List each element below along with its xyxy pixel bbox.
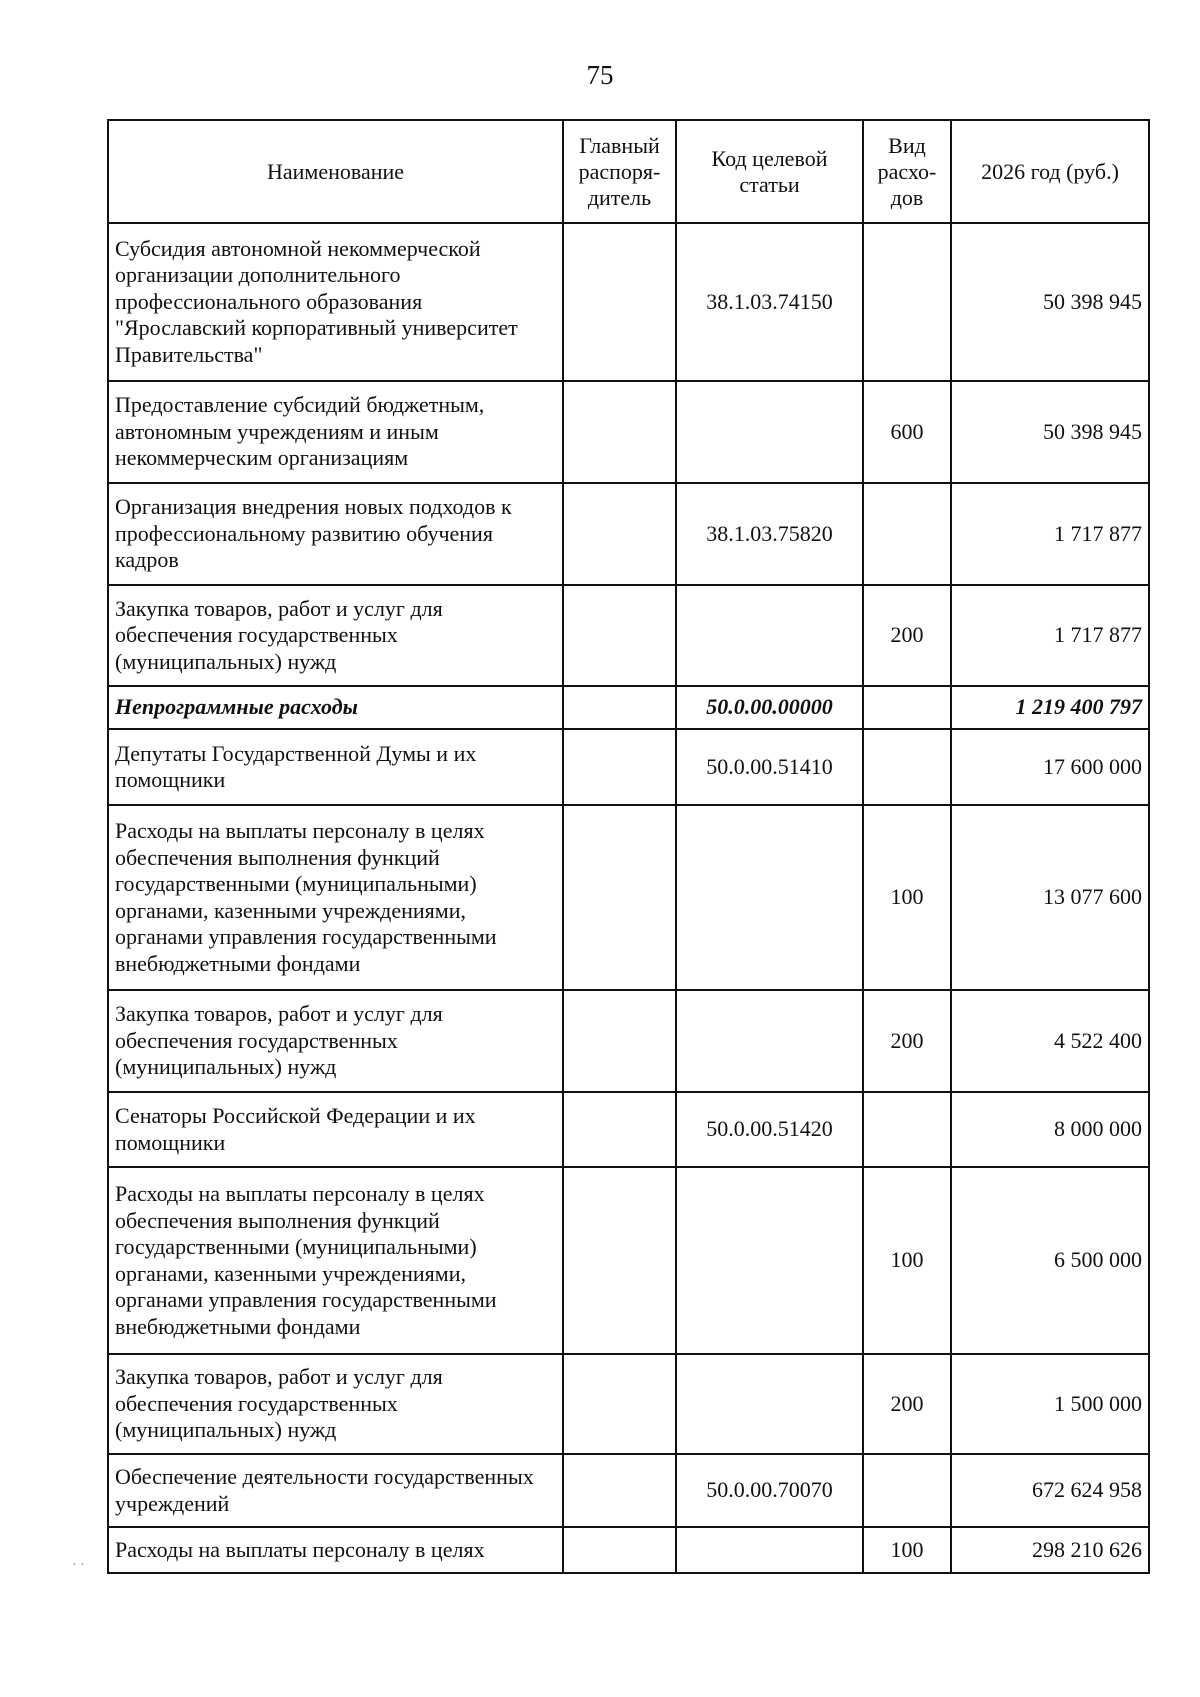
row-name: Предоставление субсидий бюджетным, автономным учреждениям и иным некоммерческим организациям — [108, 381, 563, 483]
row-type: 100 — [863, 1527, 951, 1573]
scan-speck: · · — [72, 1558, 85, 1573]
row-name: Закупка товаров, работ и услуг для обеспечения государственных (муниципальных) нужд — [108, 990, 563, 1092]
row-name: Закупка товаров, работ и услуг для обеспечения государственных (муниципальных) нужд — [108, 1354, 563, 1454]
row-amount: 50 398 945 — [951, 223, 1149, 381]
header-amount: 2026 год (руб.) — [951, 120, 1149, 223]
row-amount: 17 600 000 — [951, 729, 1149, 805]
row-type: 100 — [863, 805, 951, 990]
row-code: 38.1.03.75820 — [676, 483, 863, 585]
row-admin — [563, 729, 676, 805]
table-row — [108, 990, 1149, 1092]
row-name: Расходы на выплаты персоналу в целях обеспечения выполнения функций государственными (муниципальными) органами, казенными учреждениями, органами управления государственными внебюджетными фондами — [108, 805, 563, 990]
row-admin — [563, 381, 676, 483]
table-header-row — [108, 120, 1149, 223]
row-code: 50.0.00.51420 — [676, 1092, 863, 1167]
row-type — [863, 1092, 951, 1167]
table-row-section — [108, 686, 1149, 729]
row-code — [676, 1527, 863, 1573]
table-row — [108, 805, 1149, 990]
row-type — [863, 1454, 951, 1527]
table-row — [108, 585, 1149, 686]
row-admin — [563, 1092, 676, 1167]
row-name: Депутаты Государственной Думы и их помощники — [108, 729, 563, 805]
row-type — [863, 686, 951, 729]
row-type: 100 — [863, 1167, 951, 1354]
page-number: 75 — [586, 60, 614, 90]
row-type — [863, 483, 951, 585]
table-row — [108, 1527, 1149, 1573]
row-admin — [563, 686, 676, 729]
row-amount: 6 500 000 — [951, 1167, 1149, 1354]
row-code — [676, 1354, 863, 1454]
table-row — [108, 1167, 1149, 1354]
row-amount: 13 077 600 — [951, 805, 1149, 990]
row-admin — [563, 1354, 676, 1454]
row-amount: 50 398 945 — [951, 381, 1149, 483]
row-amount: 8 000 000 — [951, 1092, 1149, 1167]
table-row — [108, 729, 1149, 805]
header-admin: Главный распоря-дитель — [563, 120, 676, 223]
row-type: 600 — [863, 381, 951, 483]
row-code — [676, 805, 863, 990]
row-code — [676, 381, 863, 483]
row-name: Непрограммные расходы — [108, 686, 563, 729]
row-name: Сенаторы Российской Федерации и их помощники — [108, 1092, 563, 1167]
row-admin — [563, 1454, 676, 1527]
row-amount: 1 717 877 — [951, 585, 1149, 686]
table-row — [108, 483, 1149, 585]
row-type: 200 — [863, 1354, 951, 1454]
row-admin — [563, 1527, 676, 1573]
table-row — [108, 1092, 1149, 1167]
row-type — [863, 223, 951, 381]
row-name: Организация внедрения новых подходов к профессиональному развитию обучения кадров — [108, 483, 563, 585]
row-admin — [563, 585, 676, 686]
row-name: Расходы на выплаты персоналу в целях обеспечения выполнения функций государственными (муниципальными) органами, казенными учреждениями, органами управления государственными внебюджетными фондами — [108, 1167, 563, 1354]
row-admin — [563, 223, 676, 381]
budget-table — [107, 119, 1150, 1574]
table-row — [108, 1354, 1149, 1454]
row-admin — [563, 1167, 676, 1354]
row-code: 50.0.00.51410 — [676, 729, 863, 805]
row-amount: 1 717 877 — [951, 483, 1149, 585]
row-code: 38.1.03.74150 — [676, 223, 863, 381]
row-name: Субсидия автономной некоммерческой организации дополнительного профессионального образования "Ярославский корпоративный университет Правительства" — [108, 223, 563, 381]
row-amount: 4 522 400 — [951, 990, 1149, 1092]
table-row — [108, 223, 1149, 381]
row-code — [676, 585, 863, 686]
table-row — [108, 1454, 1149, 1527]
row-type: 200 — [863, 990, 951, 1092]
row-admin — [563, 805, 676, 990]
row-code: 50.0.00.70070 — [676, 1454, 863, 1527]
row-code: 50.0.00.00000 — [676, 686, 863, 729]
row-name: Закупка товаров, работ и услуг для обеспечения государственных (муниципальных) нужд — [108, 585, 563, 686]
header-type: Вид расхо-дов — [863, 120, 951, 223]
row-amount: 1 219 400 797 — [951, 686, 1149, 729]
row-name: Расходы на выплаты персоналу в целях — [108, 1527, 563, 1573]
row-admin — [563, 990, 676, 1092]
header-name: Наименование — [108, 120, 563, 223]
header-code: Код целевой статьи — [676, 120, 863, 223]
row-name: Обеспечение деятельности государственных учреждений — [108, 1454, 563, 1527]
row-admin — [563, 483, 676, 585]
table-row — [108, 381, 1149, 483]
row-code — [676, 990, 863, 1092]
row-type: 200 — [863, 585, 951, 686]
row-amount: 672 624 958 — [951, 1454, 1149, 1527]
row-type — [863, 729, 951, 805]
row-amount: 1 500 000 — [951, 1354, 1149, 1454]
row-amount: 298 210 626 — [951, 1527, 1149, 1573]
row-code — [676, 1167, 863, 1354]
